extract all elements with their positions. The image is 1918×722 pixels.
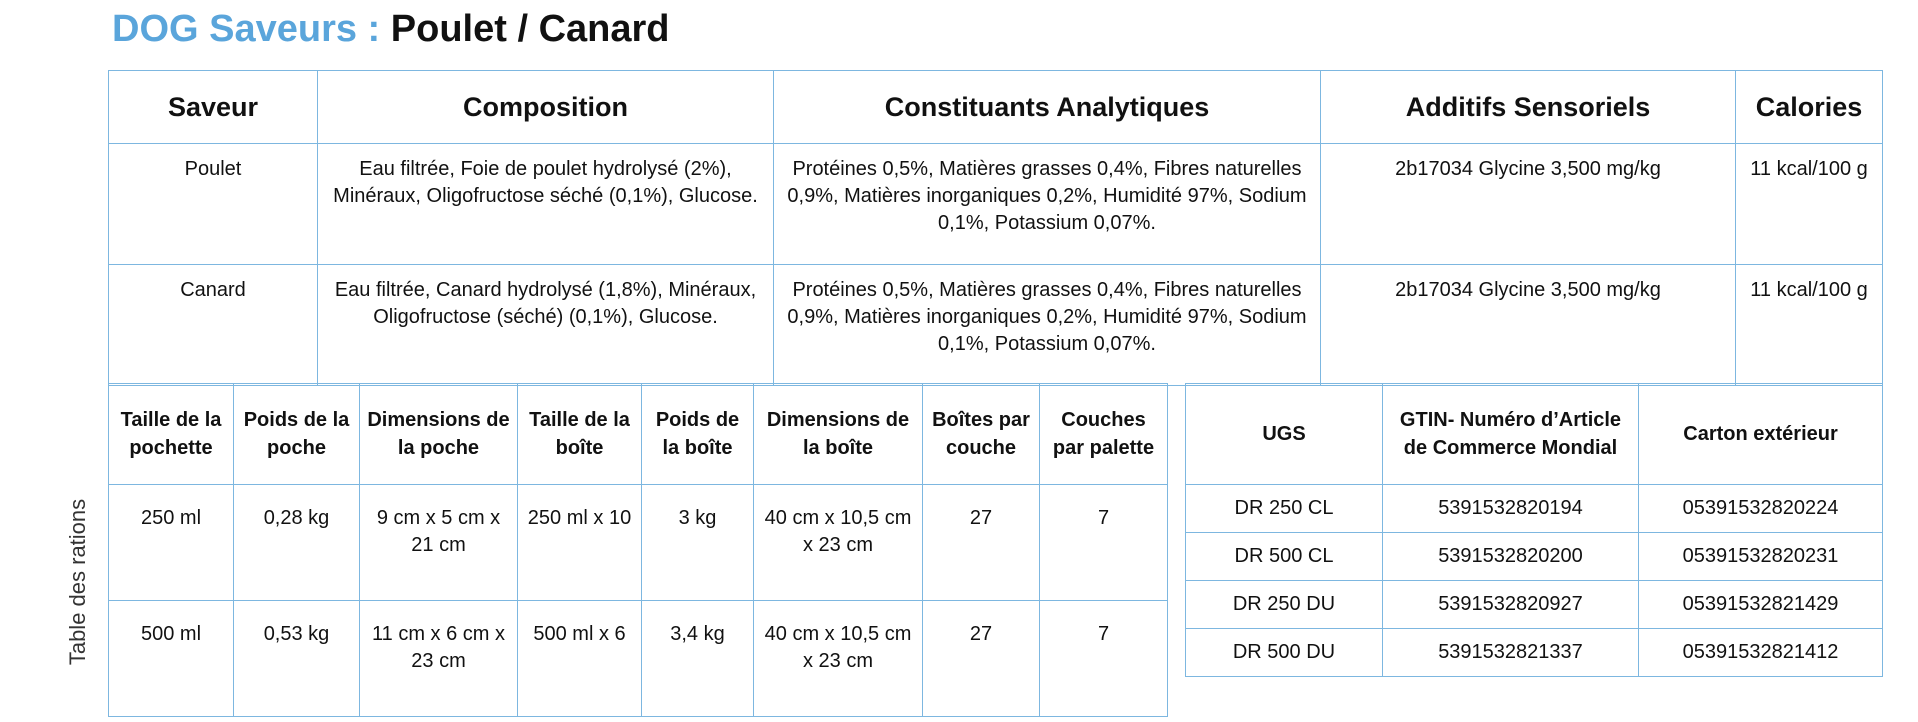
header-poids-poche: Poids de la poche bbox=[234, 384, 360, 485]
table-cell: 250 ml x 10 bbox=[518, 485, 642, 601]
cell-composition: Eau filtrée, Foie de poulet hydrolysé (2%), Minéraux, Oligofructose séché (0,1%), Glucose. bbox=[318, 144, 774, 265]
header-poids-boite: Poids de la boîte bbox=[642, 384, 754, 485]
header-carton: Carton extérieur bbox=[1639, 384, 1883, 485]
table-row bbox=[109, 144, 1883, 265]
page-title bbox=[112, 8, 670, 51]
table-header-row bbox=[109, 384, 1168, 485]
cell-additifs: 2b17034 Glycine 3,500 mg/kg bbox=[1321, 265, 1736, 386]
table-cell: 11 cm x 6 cm x 23 cm bbox=[360, 601, 518, 717]
header-taille-boite: Taille de la boîte bbox=[518, 384, 642, 485]
cell-gtin: 5391532821337 bbox=[1383, 629, 1639, 677]
table-cell: 3 kg bbox=[642, 485, 754, 601]
header-calories: Calories bbox=[1736, 71, 1883, 144]
rations-side-label: Table des rations bbox=[65, 498, 90, 666]
cell-gtin: 5391532820927 bbox=[1383, 581, 1639, 629]
table-cell: 27 bbox=[923, 485, 1040, 601]
table-cell: 500 ml x 6 bbox=[518, 601, 642, 717]
header-gtin: GTIN- Numéro d’Article de Commerce Mondial bbox=[1383, 384, 1639, 485]
table-header-row bbox=[1186, 384, 1883, 485]
header-boites-couche: Boîtes par couche bbox=[923, 384, 1040, 485]
cell-gtin: 5391532820194 bbox=[1383, 485, 1639, 533]
table-header-row bbox=[109, 71, 1883, 144]
table-row bbox=[1186, 581, 1883, 629]
header-dimensions-poche: Dimensions de la poche bbox=[360, 384, 518, 485]
table-row bbox=[109, 601, 1168, 717]
header-taille-pochette: Taille de la pochette bbox=[109, 384, 234, 485]
header-additifs: Additifs Sensoriels bbox=[1321, 71, 1736, 144]
table-cell: 0,53 kg bbox=[234, 601, 360, 717]
header-couches-palette: Couches par palette bbox=[1040, 384, 1168, 485]
header-saveur: Saveur bbox=[109, 71, 318, 144]
cell-additifs: 2b17034 Glycine 3,500 mg/kg bbox=[1321, 144, 1736, 265]
header-dimensions-boite: Dimensions de la boîte bbox=[754, 384, 923, 485]
table-cell: 7 bbox=[1040, 485, 1168, 601]
cell-constituants: Protéines 0,5%, Matières grasses 0,4%, Fibres naturelles 0,9%, Matières inorganiques 0,2%, Humidité 97%, Sodium 0,1%, Potassium 0,07%. bbox=[774, 265, 1321, 386]
table-cell: 40 cm x 10,5 cm x 23 cm bbox=[754, 601, 923, 717]
cell-gtin: 5391532820200 bbox=[1383, 533, 1639, 581]
cell-calories: 11 kcal/100 g bbox=[1736, 144, 1883, 265]
cell-ugs: DR 250 CL bbox=[1186, 485, 1383, 533]
sku-table bbox=[1185, 383, 1883, 677]
cell-carton: 05391532820231 bbox=[1639, 533, 1883, 581]
table-row bbox=[1186, 533, 1883, 581]
cell-constituants: Protéines 0,5%, Matières grasses 0,4%, Fibres naturelles 0,9%, Matières inorganiques 0,2%, Humidité 97%, Sodium 0,1%, Potassium 0,07%. bbox=[774, 144, 1321, 265]
title-flavor: Poulet / Canard bbox=[390, 8, 670, 50]
cell-calories: 11 kcal/100 g bbox=[1736, 265, 1883, 386]
header-constituants: Constituants Analytiques bbox=[774, 71, 1321, 144]
cell-saveur: Canard bbox=[109, 265, 318, 386]
cell-ugs: DR 500 DU bbox=[1186, 629, 1383, 677]
table-cell: 250 ml bbox=[109, 485, 234, 601]
table-cell: 500 ml bbox=[109, 601, 234, 717]
table-cell: 7 bbox=[1040, 601, 1168, 717]
table-cell: 27 bbox=[923, 601, 1040, 717]
table-row bbox=[1186, 629, 1883, 677]
table-cell: 9 cm x 5 cm x 21 cm bbox=[360, 485, 518, 601]
cell-composition: Eau filtrée, Canard hydrolysé (1,8%), Minéraux, Oligofructose (séché) (0,1%), Glucose. bbox=[318, 265, 774, 386]
table-row bbox=[109, 265, 1883, 386]
table-row bbox=[109, 485, 1168, 601]
composition-table bbox=[108, 70, 1883, 386]
cell-carton: 05391532820224 bbox=[1639, 485, 1883, 533]
packaging-table bbox=[108, 383, 1168, 717]
table-cell: 3,4 kg bbox=[642, 601, 754, 717]
table-cell: 40 cm x 10,5 cm x 23 cm bbox=[754, 485, 923, 601]
cell-ugs: DR 250 DU bbox=[1186, 581, 1383, 629]
cell-ugs: DR 500 CL bbox=[1186, 533, 1383, 581]
title-brand: DOG Saveurs : bbox=[112, 8, 381, 50]
cell-carton: 05391532821429 bbox=[1639, 581, 1883, 629]
cell-carton: 05391532821412 bbox=[1639, 629, 1883, 677]
header-composition: Composition bbox=[318, 71, 774, 144]
table-cell: 0,28 kg bbox=[234, 485, 360, 601]
cell-saveur: Poulet bbox=[109, 144, 318, 265]
table-row bbox=[1186, 485, 1883, 533]
header-ugs: UGS bbox=[1186, 384, 1383, 485]
